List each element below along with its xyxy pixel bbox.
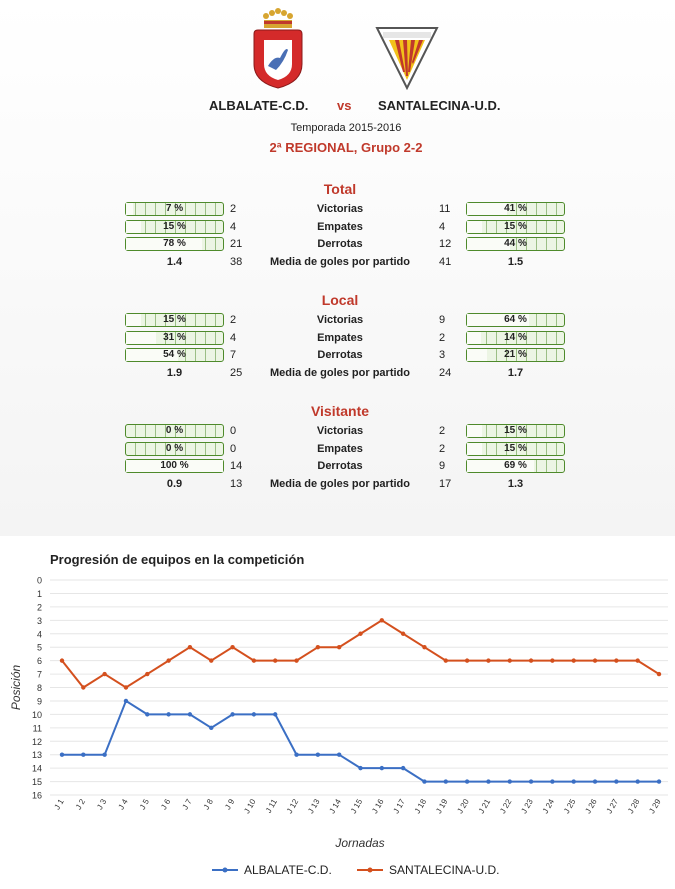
- data-point: [209, 726, 213, 730]
- data-point: [294, 752, 298, 756]
- data-point: [508, 658, 512, 662]
- data-point: [273, 658, 277, 662]
- x-tick-label: J 12: [284, 797, 301, 816]
- left-percent-bar: [125, 442, 224, 456]
- x-tick-label: J 3: [95, 797, 109, 812]
- data-point: [337, 645, 341, 649]
- right-percent-bar: [466, 202, 565, 216]
- stat-label: Empates: [317, 442, 363, 455]
- x-tick-label: J 18: [412, 797, 429, 816]
- data-point: [294, 658, 298, 662]
- goals-row: [0, 367, 675, 381]
- crown-icon: [263, 8, 293, 28]
- percent-value: 54 %: [163, 349, 186, 360]
- y-tick-label: 1: [36, 588, 42, 599]
- percent-value: 44 %: [504, 238, 527, 249]
- data-point: [572, 779, 576, 783]
- data-point: [550, 658, 554, 662]
- data-point: [145, 712, 149, 716]
- away-goals: 24: [439, 367, 452, 379]
- stat-row: [0, 313, 675, 329]
- y-tick-label: 16: [31, 790, 42, 801]
- progression-chart: [0, 540, 675, 884]
- home-count: 0: [230, 425, 237, 437]
- x-tick-label: J 7: [180, 797, 194, 812]
- data-point: [188, 645, 192, 649]
- x-tick-label: J 13: [306, 797, 322, 816]
- goals-label: Media de goles por partido: [270, 367, 410, 379]
- x-tick-label: J 1: [52, 797, 66, 812]
- goals-row: [0, 256, 675, 270]
- data-point: [166, 712, 170, 716]
- away-goal-average: 1.7: [507, 367, 524, 379]
- division-label: 2ª REGIONAL, Grupo 2-2: [269, 140, 423, 155]
- away-goals: 17: [439, 478, 452, 490]
- home-count: 7: [230, 349, 237, 361]
- data-point: [316, 752, 320, 756]
- match-title: [0, 98, 675, 114]
- data-point: [60, 752, 64, 756]
- data-point: [337, 752, 341, 756]
- away-count: 9: [439, 460, 446, 472]
- right-percent-bar: [466, 442, 565, 456]
- home-goals: 25: [230, 367, 243, 379]
- y-tick-label: 12: [31, 736, 42, 747]
- data-point: [252, 658, 256, 662]
- x-tick-label: J 10: [242, 797, 258, 816]
- stat-label: Empates: [317, 331, 363, 344]
- x-tick-label: J 14: [327, 797, 343, 816]
- x-tick-label: J 17: [391, 797, 407, 816]
- away-goals: 41: [439, 256, 452, 268]
- x-tick-label: J 25: [562, 797, 578, 816]
- data-point: [465, 779, 469, 783]
- x-tick-label: J 20: [455, 797, 471, 816]
- data-point: [230, 645, 234, 649]
- data-point: [209, 658, 213, 662]
- percent-value: 31 %: [163, 331, 186, 343]
- away-count: 12: [439, 238, 452, 250]
- data-point: [593, 779, 597, 783]
- x-tick-label: J 29: [647, 797, 663, 816]
- x-tick-label: J 27: [604, 797, 621, 816]
- x-tick-label: J 8: [201, 797, 215, 812]
- y-tick-label: 4: [36, 629, 42, 640]
- data-point: [657, 672, 661, 676]
- y-tick-label: 11: [32, 723, 42, 734]
- stat-label: Derrotas: [317, 349, 363, 361]
- percent-value: 64 %: [504, 314, 527, 325]
- data-point: [60, 658, 64, 662]
- percent-value: 15 %: [504, 425, 527, 436]
- away-count: 2: [439, 425, 446, 437]
- home-count: 14: [230, 460, 243, 472]
- data-point: [102, 752, 106, 756]
- away-goal-average: 1.3: [507, 478, 524, 490]
- legend: [212, 863, 499, 877]
- right-percent-bar: [466, 424, 565, 438]
- data-point: [657, 779, 661, 783]
- y-tick-label: 8: [36, 683, 42, 693]
- away-team-crest: [375, 26, 439, 90]
- home-count: 4: [230, 220, 237, 233]
- percent-value: 15 %: [163, 314, 186, 325]
- y-tick-label: 6: [36, 656, 42, 667]
- data-point: [401, 766, 405, 770]
- away-goal-average: 1.5: [507, 256, 524, 268]
- data-point: [380, 766, 384, 770]
- x-tick-label: J 4: [116, 797, 130, 812]
- percent-value: 15 %: [504, 442, 527, 454]
- left-percent-bar: [125, 202, 224, 216]
- home-count: 21: [230, 238, 243, 250]
- goals-label: Media de goles por partido: [270, 478, 410, 490]
- data-point: [635, 658, 639, 662]
- data-point: [508, 779, 512, 783]
- home-count: 2: [230, 314, 237, 326]
- data-point: [252, 712, 256, 716]
- percent-value: 0 %: [165, 425, 184, 436]
- stat-label: Victorias: [316, 425, 364, 437]
- x-tick-label: J 2: [73, 797, 88, 812]
- data-point: [550, 779, 554, 783]
- away-team-name: SANTALECINA-U.D.: [378, 98, 501, 113]
- data-point: [572, 658, 576, 662]
- left-percent-bar: [125, 331, 224, 345]
- stat-row: [0, 220, 675, 236]
- right-percent-bar: [466, 331, 565, 345]
- legend-label: ALBALATE-C.D.: [244, 863, 332, 877]
- away-count: 2: [439, 442, 446, 455]
- legend-swatch-point: [223, 868, 228, 873]
- data-point: [486, 779, 490, 783]
- percent-value: 21 %: [504, 349, 527, 360]
- stat-label: Victorias: [316, 314, 364, 326]
- stat-label: Derrotas: [317, 238, 363, 250]
- x-axis-label: Jornadas: [335, 836, 385, 850]
- legend-label: SANTALECINA-U.D.: [389, 863, 500, 877]
- data-point: [593, 658, 597, 662]
- data-point: [529, 658, 533, 662]
- legend-item: [357, 863, 499, 877]
- versus-label: vs: [337, 98, 352, 113]
- data-point: [444, 658, 448, 662]
- data-point: [81, 752, 85, 756]
- data-point: [486, 658, 490, 662]
- stat-row: [0, 348, 675, 364]
- home-goal-average: 1.4: [166, 256, 183, 268]
- x-tick-label: J 5: [137, 797, 152, 812]
- x-tick-label: J 28: [626, 797, 642, 816]
- data-point: [529, 779, 533, 783]
- stat-label: Derrotas: [317, 460, 363, 472]
- left-percent-bar: [125, 237, 224, 251]
- stat-row: [0, 331, 675, 347]
- data-point: [145, 672, 149, 676]
- data-point: [614, 779, 618, 783]
- y-tick-label: 9: [36, 696, 42, 707]
- right-percent-bar: [466, 313, 565, 327]
- percent-value: 100 %: [160, 460, 189, 471]
- left-percent-bar: [125, 459, 224, 473]
- away-count: 4: [439, 220, 446, 233]
- goals-row: [0, 478, 675, 492]
- data-point: [614, 658, 618, 662]
- percent-value: 14 %: [504, 331, 527, 343]
- home-goal-average: 1.9: [166, 367, 183, 379]
- left-percent-bar: [125, 424, 224, 438]
- data-point: [401, 632, 405, 636]
- stats-block-title: Local: [321, 292, 359, 308]
- data-point: [124, 699, 128, 703]
- data-point: [635, 779, 639, 783]
- home-count: 0: [230, 442, 237, 455]
- percent-value: 41 %: [504, 203, 527, 214]
- stats-block-title: Total: [323, 181, 357, 197]
- x-tick-label: J 11: [263, 797, 279, 815]
- chart-plot: [0, 540, 675, 884]
- y-tick-label: 3: [36, 615, 42, 626]
- data-point: [358, 766, 362, 770]
- x-tick-label: J 15: [348, 797, 365, 816]
- x-tick-label: J 22: [498, 797, 514, 816]
- y-axis-label: Posición: [9, 664, 23, 711]
- away-count: 11: [439, 203, 451, 215]
- season-label: Temporada 2015-2016: [290, 122, 402, 134]
- home-count: 2: [230, 203, 237, 215]
- data-point: [422, 779, 426, 783]
- stat-row: [0, 237, 675, 253]
- left-percent-bar: [125, 220, 224, 234]
- data-point: [166, 658, 170, 662]
- left-percent-bar: [125, 348, 224, 362]
- data-point: [380, 618, 384, 622]
- x-tick-label: J 6: [159, 797, 173, 812]
- data-point: [102, 672, 106, 676]
- home-team-crest: [250, 6, 306, 90]
- right-percent-bar: [466, 237, 565, 251]
- legend-item: [212, 863, 332, 877]
- y-tick-label: 7: [36, 669, 42, 680]
- series-line: [62, 620, 659, 687]
- y-tick-label: 0: [36, 575, 42, 586]
- x-tick-label: J 16: [370, 797, 386, 816]
- data-point: [273, 712, 277, 716]
- right-percent-bar: [466, 220, 565, 234]
- away-count: 9: [439, 314, 446, 326]
- y-tick-label: 5: [36, 642, 42, 653]
- data-point: [465, 658, 469, 662]
- x-tick-label: J 21: [476, 797, 493, 816]
- y-tick-label: 13: [31, 750, 42, 761]
- left-percent-bar: [125, 313, 224, 327]
- goals-label: Media de goles por partido: [270, 256, 410, 268]
- percent-value: 7 %: [165, 203, 184, 214]
- stat-label: Victorias: [316, 203, 364, 215]
- percent-value: 78 %: [163, 238, 186, 249]
- away-count: 3: [439, 349, 446, 361]
- chart-title: Progresión de equipos en la competición: [50, 552, 305, 567]
- y-tick-label: 14: [31, 763, 42, 774]
- percent-value: 15 %: [163, 220, 186, 232]
- percent-value: 15 %: [504, 220, 527, 232]
- percent-value: 0 %: [165, 442, 184, 454]
- data-point: [316, 645, 320, 649]
- stat-label: Empates: [317, 220, 363, 233]
- data-point: [81, 685, 85, 689]
- x-tick-label: J 24: [540, 797, 557, 816]
- y-tick-label: 10: [31, 709, 42, 720]
- data-point: [422, 645, 426, 649]
- data-point: [358, 632, 362, 636]
- stats-block-title: Visitante: [310, 403, 370, 419]
- y-tick-label: 2: [36, 602, 42, 613]
- series-2: [60, 618, 661, 690]
- home-goals: 38: [230, 256, 243, 268]
- x-tick-label: J 19: [434, 797, 450, 816]
- home-count: 4: [230, 331, 237, 344]
- home-team-name: ALBALATE-C.D.: [209, 98, 309, 113]
- legend-swatch-point: [368, 868, 373, 873]
- x-tick-labels: [53, 797, 663, 815]
- x-tick-label: J 26: [583, 797, 599, 816]
- stat-row: [0, 202, 675, 218]
- stat-row: [0, 442, 675, 458]
- stat-row: [0, 459, 675, 475]
- home-goal-average: 0.9: [166, 478, 183, 490]
- percent-value: 69 %: [504, 460, 527, 471]
- right-percent-bar: [466, 348, 565, 362]
- y-tick-label: 15: [31, 777, 42, 788]
- x-tick-label: J 9: [223, 797, 237, 812]
- data-point: [230, 712, 234, 716]
- home-goals: 13: [230, 478, 243, 490]
- away-count: 2: [439, 331, 446, 344]
- data-point: [444, 779, 448, 783]
- right-percent-bar: [466, 459, 565, 473]
- data-point: [124, 685, 128, 689]
- stat-row: [0, 424, 675, 440]
- data-point: [188, 712, 192, 716]
- x-tick-label: J 23: [519, 797, 535, 816]
